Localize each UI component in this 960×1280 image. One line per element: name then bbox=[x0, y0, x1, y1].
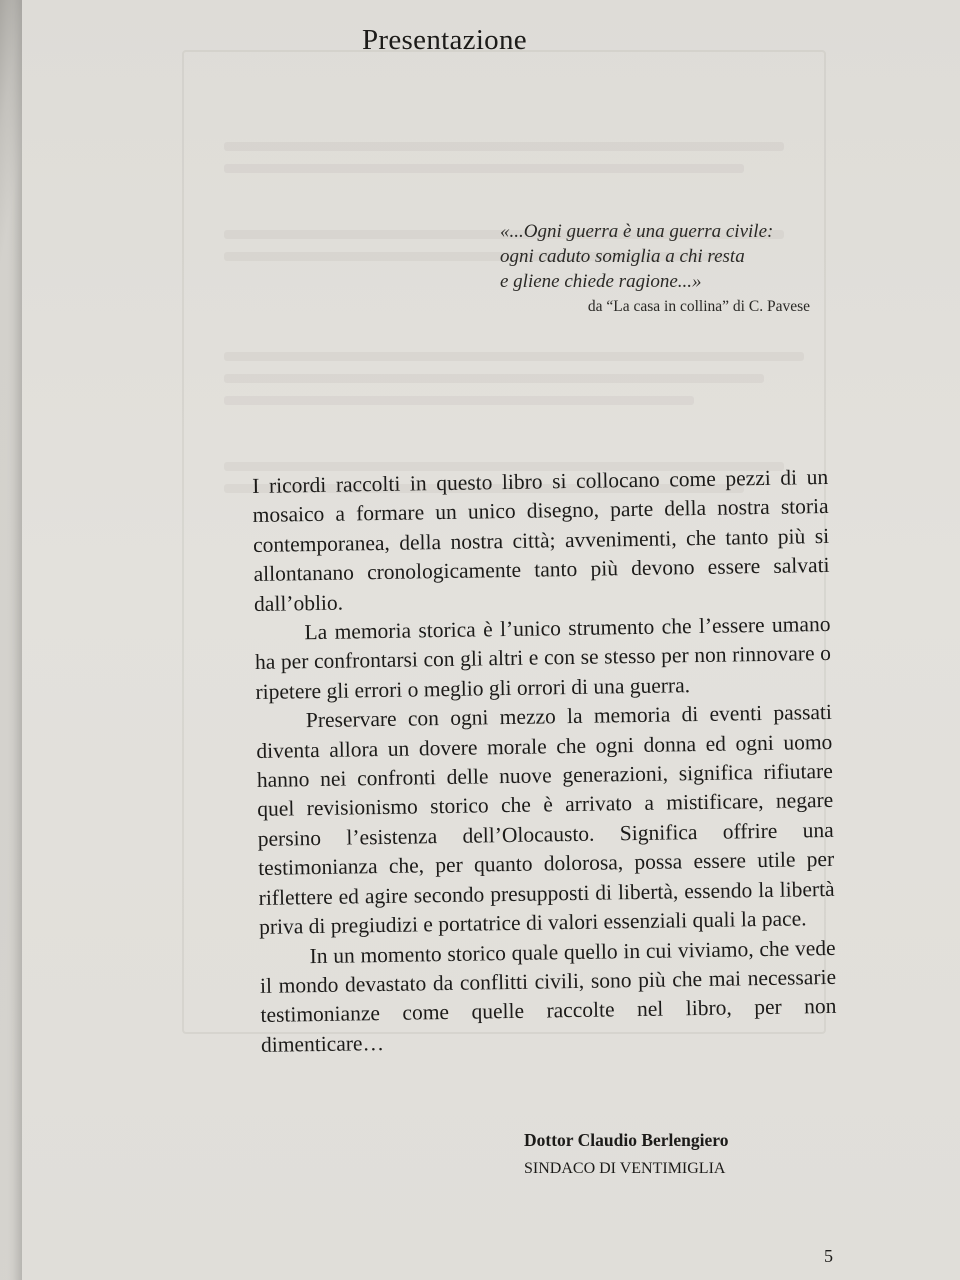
epigraph-line: «...Ogni guerra è una guerra civile: bbox=[500, 221, 774, 242]
page-number: 5 bbox=[824, 1246, 833, 1266]
paragraph: La memoria storica è l’unico strumento che l’essere umano ha per confrontarsi con gli altri e con se stesso per non rinnovare o ripetere gli errori o meglio gli orrori di una guerra. bbox=[254, 611, 832, 704]
signature-name: Dottor Claudio Berlengiero bbox=[524, 1130, 729, 1150]
book-page bbox=[22, 0, 960, 1280]
page-title: Presentazione bbox=[362, 24, 527, 56]
paragraph: Preservare con ogni mezzo la memoria di eventi passati diventa allora un dovere morale che ogni donna ed ogni uomo hanno nei confronti delle nuove generazioni, significa rifiutare quel revisionismo storico che è arrivato a mistificare, negare persino l’esistenza dell’Olocausto. Significa offrire una testimonianza che, per quanto dolorosa, possa essere utile per riflettere ed agire secondo presupposti di libertà, essendo la libertà priva di pregiudizi e portatrice di valori essenziali quali la pace. bbox=[256, 700, 835, 940]
paragraph: I ricordi raccolti in questo libro si collocano come pezzi di un mosaico a formare un unico disegno, parte della nostra storia contemporanea, della nostra città; avvenimenti, che tanto più si allontanano cronologicamente tanto più devono essere salvati dall’oblio. bbox=[252, 464, 830, 616]
show-through-line bbox=[224, 374, 764, 383]
presentation-text bbox=[252, 463, 837, 1060]
paragraph: In un momento storico quale quello in cui viviamo, che vede il mondo devastato da conflitti civili, sono più che mai necessarie testimonianze come quelle raccolte nel libro, per non dimenticare… bbox=[259, 935, 837, 1057]
signature-role: SINDACO DI VENTIMIGLIA bbox=[524, 1160, 726, 1177]
show-through-line bbox=[224, 142, 784, 151]
epigraph bbox=[500, 219, 820, 319]
show-through-line bbox=[224, 164, 744, 173]
epigraph-line: e gliene chiede ragione...» bbox=[500, 271, 702, 292]
epigraph-line: ogni caduto somiglia a chi resta bbox=[500, 246, 745, 267]
epigraph-citation: da “La casa in collina” di C. Pavese bbox=[587, 298, 810, 315]
signature-block bbox=[524, 1130, 784, 1178]
show-through-line bbox=[224, 352, 804, 361]
show-through-line bbox=[224, 396, 694, 405]
